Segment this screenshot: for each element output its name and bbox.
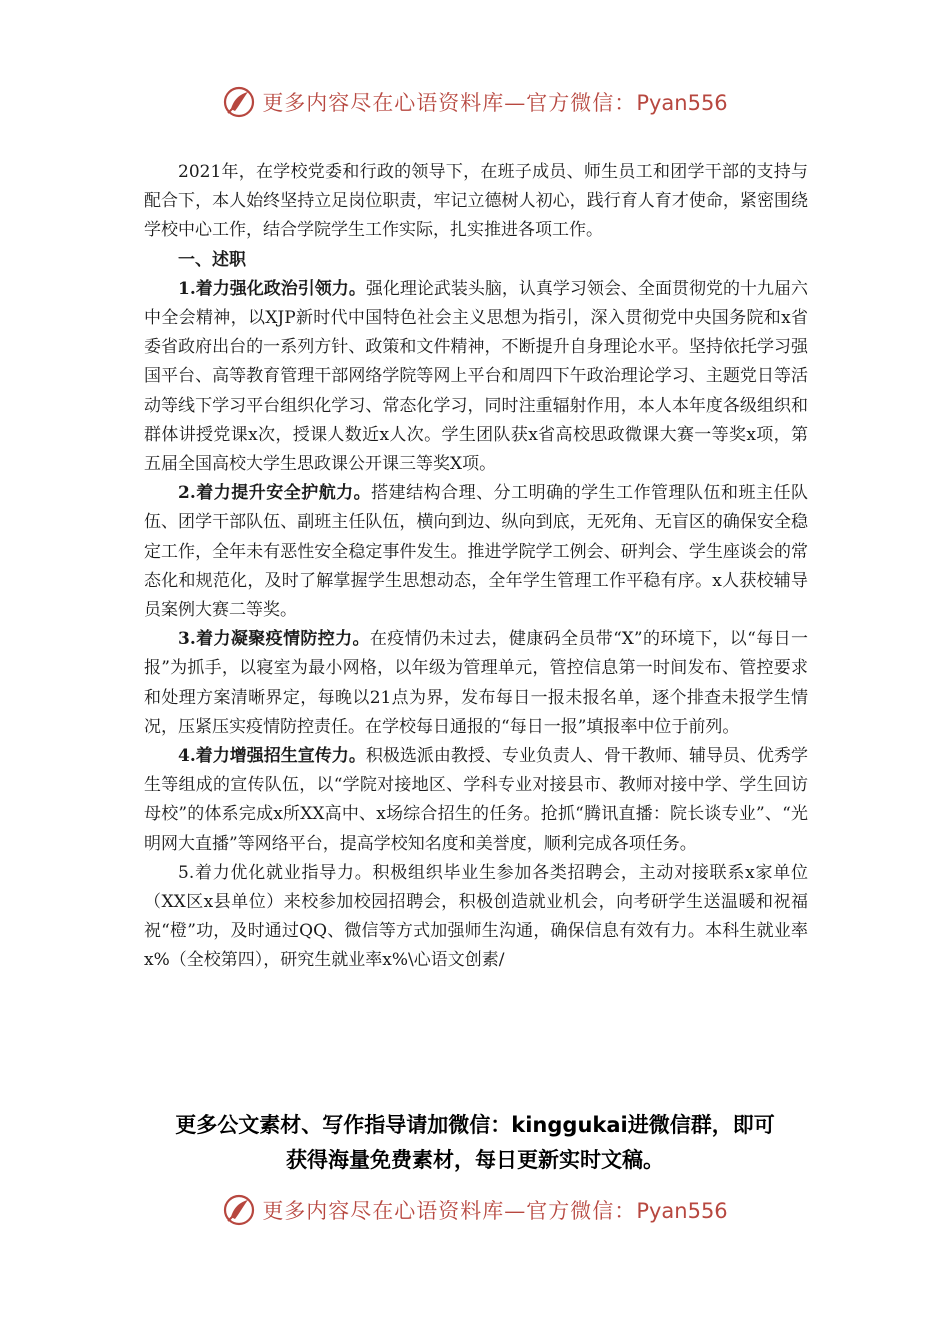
item-body: 积极组织毕业生参加各类招聘会，主动对接联系x家单位（XX区x县单位）来校参加校园招聘会，积极创造就业机会，向考研学生送温暖和祝福祝“橙”功，及时通过QQ、微信等方式加强师生沟通，确保信息有效有力。本科生就业率x%（全校第四），研究生就业率x%\心语文创素/	[144, 862, 808, 971]
banner-wechat-id: Pyan556	[636, 1199, 728, 1223]
item-title: 4.着力增强招生宣传力。	[178, 746, 366, 767]
item-title: 1.着力强化政治引领力。	[178, 278, 366, 299]
item-body: 积极选派由教授、专业负责人、骨干教师、辅导员、优秀学生等组成的宣传队伍，以“学院对接地区、学科专业对接县市、教师对接中学、学生回访母校”的体系完成x所XX高中、x场综合招生的任务。抢抓“腾讯直播：院长谈专业”、“光明网大直播”等网络平台，提高学校知名度和美誉度，顺利完成各项任务。	[144, 746, 809, 854]
banner-wechat-id: Pyan556	[636, 91, 728, 115]
item-paragraph	[144, 742, 808, 859]
item-body: 在疫情仍未过去，健康码全员带“X”的环境下，以“每日一报”为抓手，以寝室为最小网格，以年级为管理单元，管控信息第一时间发布、管控要求和处理方案清晰界定，每晚以21点为界，发布每日一报未报名单，逐个排查未报学生情况，压紧压实疫情防控责任。在学校每日通报的“每日一报”填报率中位于前列。	[144, 629, 808, 737]
item-title: 5.着力优化就业指导力。	[178, 862, 373, 883]
footer-banner	[0, 1190, 950, 1230]
section-heading	[144, 246, 808, 275]
section-heading-text: 一、述职	[178, 249, 246, 270]
item-paragraph	[144, 859, 808, 976]
footer-note	[100, 1108, 850, 1178]
document-body	[144, 158, 808, 976]
item-body: 搭建结构合理、分工明确的学生工作管理队伍和班主任队伍、团学干部队伍、副班主任队伍，横向到边、纵向到底，无死角、无盲区的确保安全稳定工作，全年未有恶性安全稳定事件发生。推进学院学工例会、研判会、学生座谈会的常态化和规范化，及时了解掌握学生思想动态，全年学生管理工作平稳有序。x人获校辅导员案例大赛二等奖。	[144, 483, 808, 621]
item-title: 3.着力凝聚疫情防控力。	[178, 629, 370, 650]
banner-label: 更多内容尽在心语资料库—官方微信：	[262, 1199, 637, 1223]
item-paragraph	[144, 479, 808, 625]
footer-note-line2: 获得海量免费素材，每日更新实时文稿。	[286, 1148, 664, 1172]
header-banner	[0, 82, 950, 122]
banner-label: 更多内容尽在心语资料库—官方微信：	[262, 91, 637, 115]
brand-logo-icon	[222, 85, 256, 119]
banner-text	[262, 87, 727, 117]
brand-logo-icon	[222, 1193, 256, 1227]
item-paragraph	[144, 625, 808, 742]
footer-note-line1: 更多公文素材、写作指导请加微信：kinggukai进微信群，即可	[175, 1113, 775, 1137]
item-paragraph	[144, 275, 808, 479]
intro-paragraph: 2021年，在学校党委和行政的领导下，在班子成员、师生员工和团学干部的支持与配合下，本人始终坚持立足岗位职责，牢记立德树人初心，践行育人育才使命，紧密围绕学校中心工作，结合学院学生工作实际，扎实推进各项工作。	[144, 162, 808, 241]
item-title: 2.着力提升安全护航力。	[178, 483, 372, 504]
item-body: 强化理论武装头脑，认真学习领会、全面贯彻党的十九届六中全会精神，以XJP新时代中国特色社会主义思想为指引，深入贯彻党中央国务院和x省委省政府出台的一系列方针、政策和文件精神，不断提升自身理论水平。坚持依托学习强国平台、高等教育管理干部网络学院等网上平台和周四下午政治理论学习、主题党日等活动等线下学习平台组织化学习、常态化学习，同时注重辐射作用，本人本年度各级组织和群体讲授党课x次，授课人数近x人次。学生团队获x省高校思政微课大赛一等奖x项，第五届全国高校大学生思政课公开课三等奖X项。	[144, 278, 809, 475]
banner-text	[262, 1195, 727, 1225]
